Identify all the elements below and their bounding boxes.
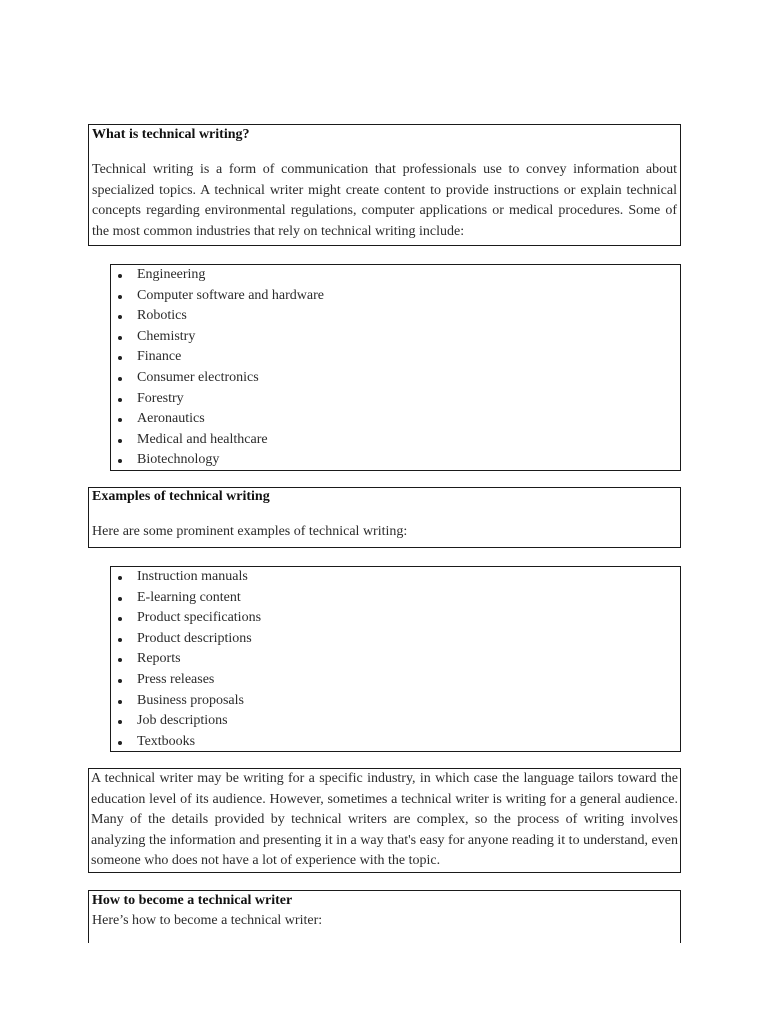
list-item: Product descriptions: [113, 629, 676, 650]
section-examples-heading: Examples of technical writing: [92, 489, 270, 504]
section-how-to-heading: How to become a technical writer: [92, 893, 293, 908]
list-item: Job descriptions: [113, 711, 676, 732]
list-item: Engineering: [113, 265, 676, 286]
section-how-to-paragraph: Here’s how to become a technical writer:: [92, 913, 323, 928]
list-item: Aeronautics: [113, 409, 676, 430]
list-item: Medical and healthcare: [113, 430, 676, 451]
industries-list: [113, 265, 676, 471]
section-examples-box: [88, 487, 681, 548]
list-item: Forestry: [113, 389, 676, 410]
section-how-to-box: [88, 890, 681, 943]
list-item: Business proposals: [113, 691, 676, 712]
examples-list: [113, 567, 676, 752]
list-item: Reports: [113, 649, 676, 670]
list-item: Textbooks: [113, 732, 676, 753]
section-what-is-box: [88, 124, 681, 246]
section-audience-paragraph: A technical writer may be writing for a specific industry, in which case the language tailors toward the education level of its audience. However, sometimes a technical writer is writing for a general audience. Many of the details provided by technical writers are complex, so the process of writing involves analyzing the information and presenting it in a way that's easy for anyone reading it to understand, even someone who does not have a lot of experience with the topic.: [91, 771, 678, 869]
list-item: Chemistry: [113, 327, 676, 348]
examples-list-box: [110, 566, 681, 752]
industries-list-box: [110, 264, 681, 471]
list-item: Robotics: [113, 306, 676, 327]
section-what-is-paragraph: Technical writing is a form of communication that professionals use to convey information about specialized topics. A technical writer might create content to provide instructions or explain technical concepts regarding environmental regulations, computer applications or medical procedures. Some of the most common industries that rely on technical writing include:: [92, 162, 677, 239]
list-item: Instruction manuals: [113, 567, 676, 588]
list-item: Computer software and hardware: [113, 286, 676, 307]
section-what-is-heading: What is technical writing?: [92, 127, 250, 142]
list-item: E-learning content: [113, 588, 676, 609]
list-item: Press releases: [113, 670, 676, 691]
section-audience-box: [88, 768, 681, 873]
list-item: Finance: [113, 347, 676, 368]
list-item: Biotechnology: [113, 450, 676, 471]
list-item: Product specifications: [113, 608, 676, 629]
section-examples-paragraph: Here are some prominent examples of technical writing:: [92, 524, 408, 539]
list-item: Consumer electronics: [113, 368, 676, 389]
